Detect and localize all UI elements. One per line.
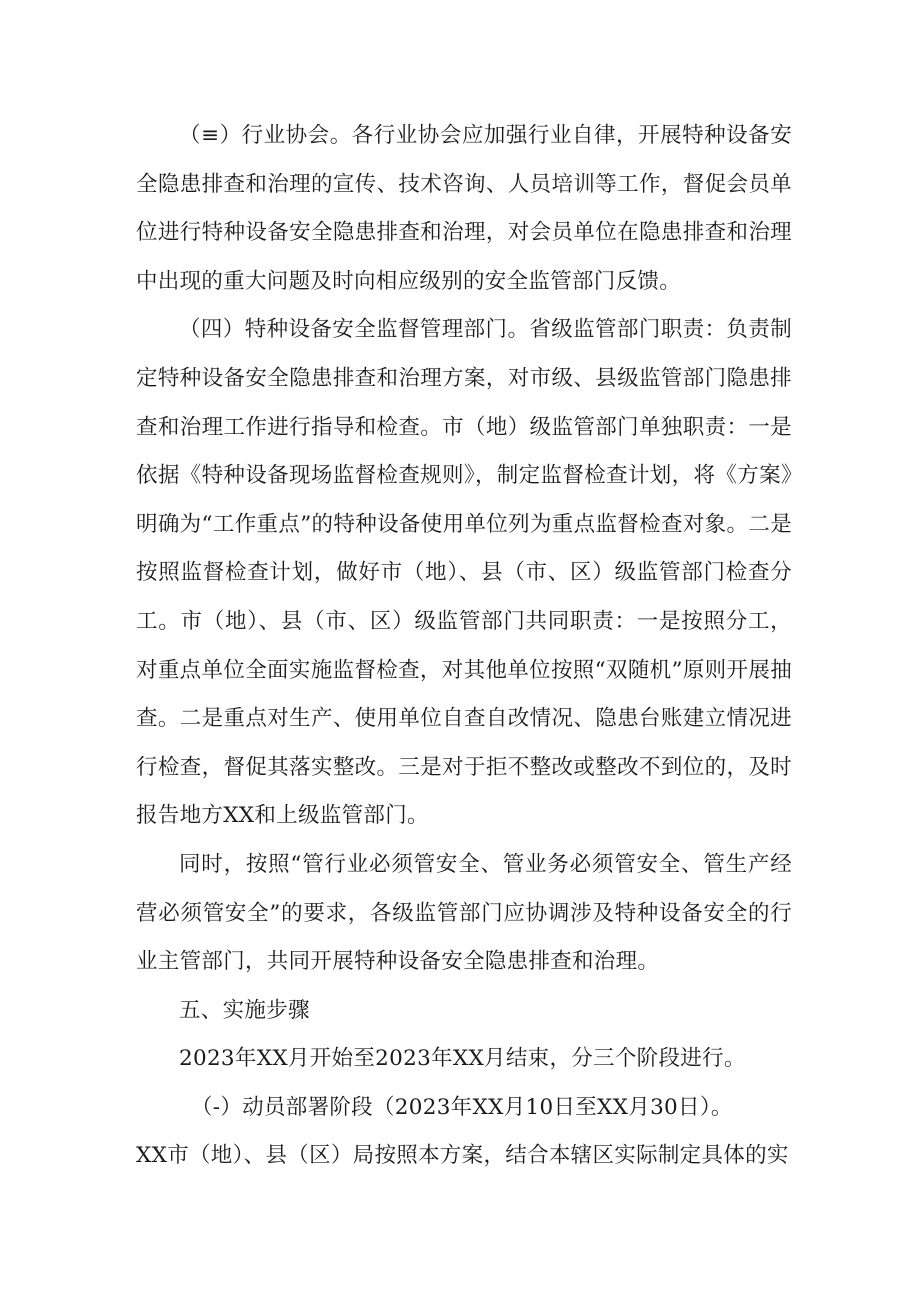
paragraph-joint-responsibility: 同时，按照“管行业必须管安全、管业务必须管安全、管生产经营必须管安全”的要求，各级监管部门应协调涉及特种设备安全的行业主管部门，共同开展特种设备安全隐患排查和治理。: [136, 851, 792, 975]
paragraph-industry-associations: （≡）行业协会。各行业协会应加强行业自律，开展特种设备安全隐患排查和治理的宣传、技术咨询、人员培训等工作，督促会员单位进行特种设备安全隐患排查和治理，对会员单位在隐患排查和治理中出现的重大问题及时向相应级别的安全监管部门反馈。: [136, 123, 792, 294]
paragraph-supervision-departments: （四）特种设备安全监督管理部门。省级监管部门职责：负责制定特种设备安全隐患排查和治理方案，对市级、县级监管部门隐患排查和治理工作进行指导和检查。市（地）级监管部门单独职责：一是依据《特种设备现场监督检查规则》，制定监督检查计划，将《方案》明确为“工作重点”的特种设备使用单位列为重点监督检查对象。二是按照监督检查计划，做好市（地）、县（市、区）级监管部门检查分工。市（地）、县（市、区）级监管部门共同职责：一是按照分工，对重点单位全面实施监督检查，对其他单位按照“双随机”原则开展抽查。二是重点对生产、使用单位自查自改情况、隐患台账建立情况进行检查，督促其落实整改。三是对于拒不整改或整改不到位的，及时报告地方XX和上级监管部门。: [136, 317, 792, 829]
paragraph-local-implementation: XX市（地）、县（区）局按照本方案，结合本辖区实际制定具体的实: [136, 1143, 789, 1169]
section-heading-implementation-steps: 五、实施步骤: [179, 997, 310, 1023]
document-body: [136, 112, 792, 1181]
sub-heading-mobilization-stage: （-）动员部署阶段（2023年XX月10日至XX月30日）。: [191, 1094, 733, 1120]
paragraph-schedule: 2023年XX月开始至2023年XX月结束，分三个阶段进行。: [179, 1046, 746, 1072]
